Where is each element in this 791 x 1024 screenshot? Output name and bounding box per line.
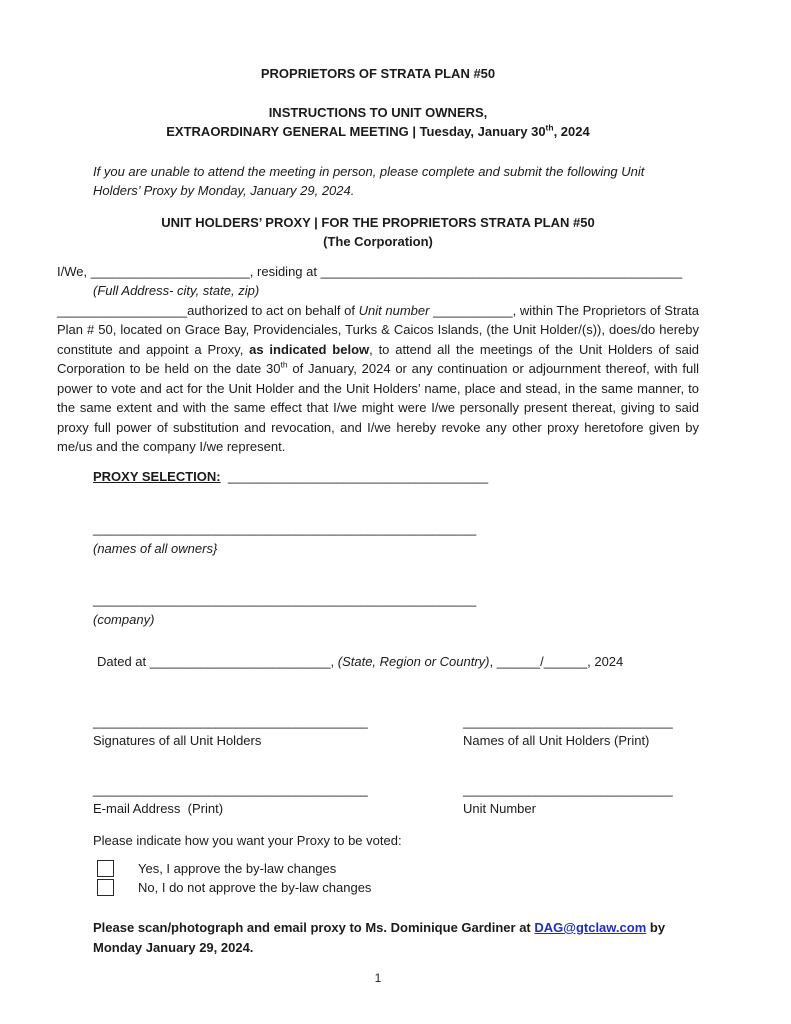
meeting-date-ordinal: th: [545, 122, 554, 133]
unit-number-field-blank: _____________________________: [463, 781, 673, 797]
proxy-selection-label: PROXY SELECTION:: [93, 468, 221, 484]
email-link[interactable]: DAG@gtclaw.com: [534, 920, 647, 935]
declaration-text-3: of January, 2024 or any continuation or adjournment thereof, with full power to vote and act for the Unit Holder and the Unit Holders’ name, place and stead, in the same manner, to the same extent and with the same effect that I/we might were I/we personally present thereat, giving to said proxy full power of substitution and revocation, and I/we hereby revoke any other proxy heretofore given by me/us and the company I/we represent.: [57, 361, 699, 454]
company-caption: (company): [93, 611, 155, 627]
email-address-field: [93, 780, 463, 819]
unit-number-label: Unit number: [358, 302, 430, 318]
dated-comma-2: ,: [489, 654, 497, 669]
proxy-title-line: UNIT HOLDERS’ PROXY | FOR THE PROPRIETORS STRATA PLAN #50: [161, 214, 595, 230]
unit-number-field: [463, 780, 699, 819]
dated-at-label: Dated at: [97, 654, 150, 669]
submission-text-post: by Monday January 29, 2024.: [93, 920, 666, 955]
dated-place-blank: _________________________: [149, 654, 331, 669]
authorized-party-blank: __________________: [57, 302, 188, 318]
dated-comma-1: ,: [330, 654, 338, 669]
meeting-line-text: EXTRAORDINARY GENERAL MEETING | Tuesday, January 30: [166, 124, 546, 139]
as-indicated-below-phrase: as indicated below: [249, 341, 370, 357]
signature-row-2: [93, 780, 699, 819]
no-option-label: No, I do not approve the by-law changes: [138, 879, 372, 895]
no-checkbox[interactable]: [97, 879, 114, 896]
yes-option-label: Yes, I approve the by-law changes: [138, 860, 337, 876]
meeting-heading: [57, 103, 699, 142]
declaration-text-1: , within The Proprietors of Strata Plan # 50, located on Grace Bay, Providenciales, Turks & Caicos Islands, (the Unit Holder/(s)), does/do hereby constitute and appoint a Proxy,: [57, 302, 699, 357]
owner-name-blank: ______________________: [90, 263, 250, 279]
instructions-line: INSTRUCTIONS TO UNIT OWNERS,: [268, 104, 488, 120]
owners-names-caption: (names of all owners}: [93, 540, 218, 556]
document-title: PROPRIETORS OF STRATA PLAN #50: [260, 66, 496, 81]
unit-number-field-label: Unit Number: [463, 801, 536, 816]
authorized-text: authorized to act on behalf of: [187, 302, 359, 318]
company-blank: _____________________________________________________: [93, 592, 477, 607]
meeting-line-year: , 2024: [553, 124, 590, 139]
printed-names-blank: _____________________________: [463, 713, 673, 729]
corporation-line: (The Corporation): [323, 234, 433, 249]
printed-names-label: Names of all Unit Holders (Print): [463, 733, 650, 748]
address-blank: __________________________________________________: [320, 263, 683, 279]
address-note: (Full Address- city, state, zip): [93, 283, 260, 298]
yes-checkbox[interactable]: [97, 860, 114, 877]
meeting-day-ordinal: th: [280, 359, 288, 370]
proxy-selection-row: [93, 467, 699, 487]
dated-month-blank: ______: [543, 654, 588, 669]
page-number: 1: [374, 971, 382, 985]
company-field: [93, 590, 699, 629]
vote-option-yes: [97, 859, 699, 878]
printed-names-field: [463, 712, 699, 751]
proxy-declaration-paragraph: [57, 262, 699, 457]
dated-year: , 2024: [587, 654, 624, 669]
proxy-selection-blank: ____________________________________: [227, 468, 489, 484]
proxy-selection-gap: [221, 469, 228, 484]
proxy-form-heading: [57, 213, 699, 252]
attendance-notice: If you are unable to attend the meeting in person, please complete and submit the following Unit Holders’ Proxy by Monday, January 29, 2024.: [93, 163, 645, 198]
declaration-text-2: , to attend all the meetings of the Unit Holders of said Corporation to be held on the date 30: [57, 341, 699, 376]
signatures-blank: ______________________________________: [93, 713, 368, 729]
signatures-field: [93, 712, 463, 751]
meeting-line: [57, 122, 699, 142]
signatures-label: Signatures of all Unit Holders: [93, 733, 262, 748]
email-address-blank: ______________________________________: [93, 781, 368, 797]
submission-text-pre: Please scan/photograph and email proxy to Ms. Dominique Gardiner at: [93, 920, 535, 935]
dated-slash: /: [540, 654, 544, 669]
submission-instructions: [93, 918, 693, 957]
unit-number-blank: ___________: [429, 302, 513, 318]
dated-day-blank: ______: [496, 654, 541, 669]
iwe-prefix: I/We,: [57, 263, 91, 279]
vote-option-no: [97, 878, 699, 897]
dated-at-row: [97, 652, 699, 672]
owners-names-field: [93, 519, 699, 558]
residing-at-text: , residing at: [249, 263, 321, 279]
region-note: (State, Region or Country): [337, 654, 490, 669]
owners-names-blank: _____________________________________________________: [93, 521, 477, 536]
signature-row-1: [93, 712, 699, 751]
email-address-label: E-mail Address (Print): [93, 801, 224, 816]
vote-prompt: Please indicate how you want your Proxy to be voted:: [93, 832, 402, 848]
